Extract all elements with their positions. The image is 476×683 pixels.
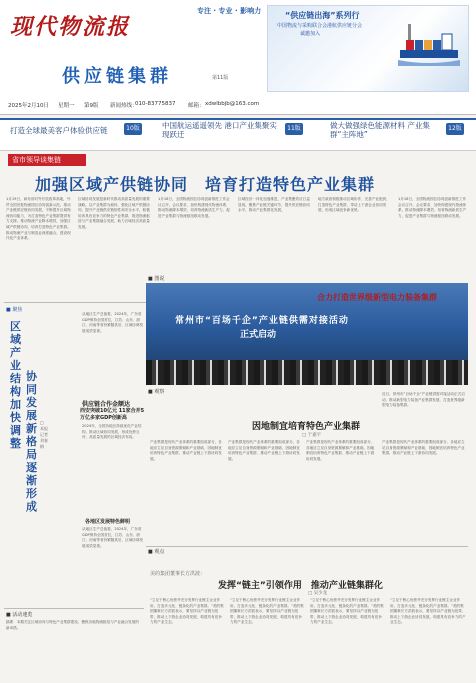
left-bottom-tag: ■ 活动速览 [6,612,33,618]
col2-subhead-1: 供应链合作金额达 [82,401,131,408]
left-bottom-text: 摘要：本期关注区域协同与特色产业集群建设，聚焦各地物流枢纽与产业融合发展的新举措。 [6,620,139,630]
issue-date: 2025年2月10日 [8,103,49,109]
col2-subhead-2: 西安突破10亿元 11家合并5万亿多家GDP创新高 [80,408,145,421]
email-label: 邮箱： [188,103,205,109]
left-vertical-title-1: 区域产业结构加快调整 [10,320,21,450]
mid-article-col-1: 产业集群是现代产业体系的重要组成部分，各地应立足自身资源禀赋和产业基础，因地制宜培育特色产业集群，推动产业链上下游协同发展。 [150,440,222,461]
bottom-author: □ 吴少龙 [308,591,328,596]
col2-subhead-3: 各地区发展特色鲜明 [85,519,131,525]
issue-weekday: 星期一 [58,103,75,109]
issue-number: 第9版 [84,103,99,109]
col2-text-2: 2024年，全国各地区持续优化产业结构，推动区域协同发展，形成优势互补、高质量发展的区域经济布局。 [82,424,142,440]
left-section-tag: ■ 聚焦 [6,307,23,313]
bottom-article-col-1: “立足于核心优势并充分发挥行业链主企业作用，打造多元化、链条化的产业集群。”美的集团董事长方洪波表示，要坚持以产业链为纽带，推动上下游企业协同发展，构建具有竞争力的产业生态。 [150,598,224,625]
observe-section-tag: ■ 观察 [148,389,165,395]
lead-article-col-4: 区域经济一体化加速推进，产业集聚效应日益显现。聚焦产业链关键环节，提升供应链协同水平，推动产业集群化发展。 [238,197,310,213]
view-section-tag: ■ 观点 [148,549,165,555]
strip-link-3[interactable]: 做大做强绿色能源材料 产业集群“主阵地” [330,121,430,139]
mid-author: □ 于嘉宇 [302,433,322,438]
event-photo-crowd [146,360,468,385]
col2-text-3: 从地区生产总值看，2024年，广东省GDP保持全国首位，江苏、山东、浙江、河南等省份紧随其后，区域协调发展成效显著。 [82,527,144,548]
divider [4,608,144,609]
mid-article-col-3: 产业集群是现代产业体系的重要组成部分，各地应立足自身资源禀赋和产业基础，因地制宜培育特色产业集群，推动产业链上下游协同发展。 [306,440,375,461]
divider [146,546,468,547]
bottom-article-col-3: “立足于核心优势并充分发挥行业链主企业作用，打造多元化、链条化的产业集群。”美的集团董事长方洪波表示，要坚持以产业链为纽带，推动上下游企业协同发展，构建具有竞争力的产业生态。 [310,598,384,625]
bottom-article-col-4: “立足于核心优势并充分发挥行业链主企业作用，打造多元化、链条化的产业集群。”美的集团董事长方洪波表示，要坚持以产业链为纽带，推动上下游企业协同发展，构建具有竞争力的产业生态。 [390,598,466,625]
newspaper-brand: 现代物流报 [10,15,131,40]
photo-banner-text: 常州市“百场千企”产业链供需对接活动 [175,316,349,326]
lead-article-col-2: 区域协同发展是新时代推动高质量发展的重要战略。以产业集群为载体，强化区域产供链协同，提升产业链供应链韧性和安全水平，积极培育具有竞争力的特色产业集群，推进物流枢纽与产业集群融合发展，助力区域经济高质量发展。 [78,197,150,229]
lead-article-col-3: 1月16日，全国物流园区协同创新推进工作会议召开。会议要求，加快构建现代物流体系，推动物流降本增效，培育物流新质生产力，促进产业集群与物流枢纽联动发展。 [158,197,230,218]
divider [4,302,146,303]
issue-tag: 第11版 [212,75,229,81]
bottom-pretitle: 美的集团董事长方洪波： [150,571,206,577]
lead-article-col-1: 1月19日，商务部对外开放改革高地，外贸全国首批物流园区协同创新示范，推动产业链供应链协同发展，不断提升区域物流协同能力，为打造特色产业集群提供有力支撑。推动物流产业降本增效，加强区域产供链协同，培育打造特色产业集群。推动物流产业与制造业深度融合，建设现代化产业体系。 [6,197,71,241]
left-author: □ 本报记者 刘春梅 [40,420,48,449]
tagline: 专注 · 专业 · 影响力 [197,7,262,15]
email-address[interactable]: xdwlbbjb@163.com [205,101,260,107]
lead-article-col-6: 1月16日，全国物流园区协同创新推进工作会议召开。会议要求，加快构建现代物流体系，推动物流降本增效，培育物流新质生产力，促进产业集群与物流枢纽联动发展。 [398,197,467,218]
mid-article-col-2: 产业集群是现代产业体系的重要组成部分，各地应立足自身资源禀赋和产业基础，因地制宜培育特色产业集群，推动产业链上下游协同发展。 [228,440,300,461]
container-ship-icon [398,20,460,66]
hotline-number: 010-83775837 [135,101,176,107]
left-vertical-title-2: 协同发展新格局逐渐形成 [26,370,37,513]
strip-page-3: 12版 [446,123,464,135]
lead-article-col-5: 地方政府积极推动区域协作，完善产业配套，打造特色产业集群，带动上下游企业协同发展，形成区域竞争新优势。 [318,197,390,213]
photo-headline: 合力打造世界级新型电力装备集群 [317,293,437,302]
column-label: 省市领导谈集链 [12,156,61,164]
main-headline: 加强区域产供链协同 培育打造特色产业集群 [35,175,376,194]
photo-section-tag: ■ 图说 [148,276,165,282]
promo-subtitle: 中国物流与采购联合会港航供应链分会 [277,23,363,29]
strip-page-1: 10版 [124,123,142,135]
promo-subtitle-2: 诚邀加入 [300,31,321,37]
hotline-label: 新闻热线： [110,103,138,109]
photo-banner-text-2: 正式启动 [240,330,277,340]
photo-caption: 近日，常州市“百场千企”产业链供需对接活动正式启动，推动新型电力装备产业集群发展，打造世界级新型电力装备集群。 [382,392,465,408]
col2-text-1: 从地区生产总值看，2024年，广东省GDP保持全国首位，江苏、山东、浙江、河南等省份紧随其后，区域协调发展成效显著。 [82,312,144,333]
strip-link-1[interactable]: 打造全球最美客户体验供应链 [10,126,108,135]
promo-title: “供应链出海”系列行 [285,11,360,20]
strip-page-2: 11版 [285,123,303,135]
strip-link-2[interactable]: 中国航运遥遥领先 港口产业集聚实现跃迁 [162,121,277,139]
bottom-article-col-2: “立足于核心优势并充分发挥行业链主企业作用，打造多元化、链条化的产业集群。”美的集团董事长方洪波表示，要坚持以产业链为纽带，推动上下游企业协同发展，构建具有竞争力的产业生态。 [230,598,304,625]
mid-article-col-4: 产业集群是现代产业体系的重要组成部分，各地应立足自身资源禀赋和产业基础，因地制宜培育特色产业集群，推动产业链上下游协同发展。 [382,440,465,456]
bottom-headline: 发挥“链主”引领作用 推动产业链集群化 [218,581,383,591]
section-title: 供应链集群 [62,66,172,87]
mid-headline: 因地制宜培育特色产业集群 [252,422,361,432]
